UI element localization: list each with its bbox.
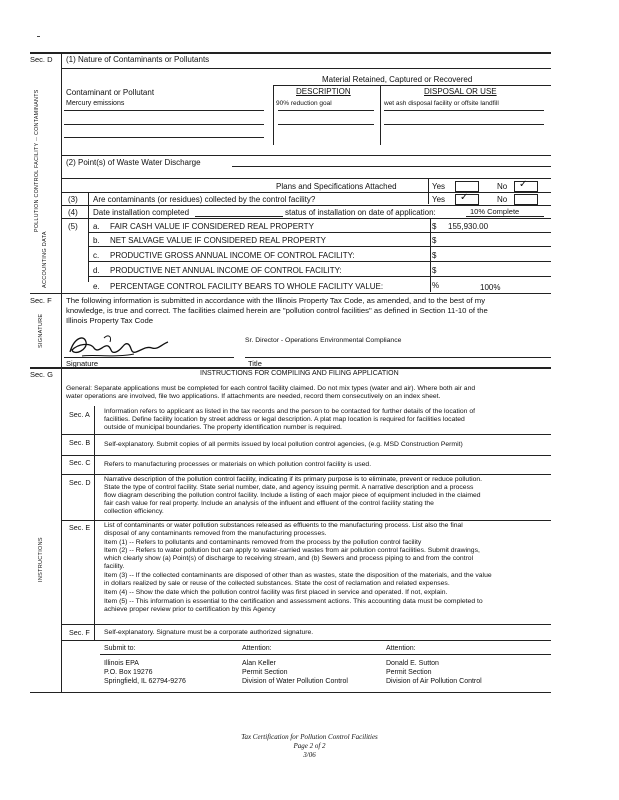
rule bbox=[278, 110, 374, 111]
row1-contaminant: Mercury emissions bbox=[66, 100, 125, 107]
item3-question: Are contaminants (or residues) collected by the control facility? bbox=[93, 195, 316, 204]
line-c-label: PRODUCTIVE GROSS ANNUAL INCOME OF CONTROL FACILITY: bbox=[110, 251, 355, 260]
rule bbox=[61, 640, 551, 641]
sub-e-line-7: Item (3) -- If the collected contaminants are disposed of other than as wastes, state the disposition of the materials, and the value bbox=[104, 572, 492, 579]
rule bbox=[88, 232, 551, 233]
sec-f-text-2: knowledge, is true and correct. The facilities claimed herein are "pollution control facilities" as defined in Section 11-10 of the bbox=[66, 306, 488, 315]
col-contaminant: Contaminant or Pollutant bbox=[66, 88, 155, 97]
item3-yes-check-icon: ✓ bbox=[460, 192, 469, 203]
item3-yes-label: Yes bbox=[432, 195, 446, 204]
addr3-line-2: Permit Section bbox=[386, 669, 432, 676]
rule bbox=[61, 205, 551, 206]
rule bbox=[100, 654, 551, 655]
sub-e-line-9: Item (4) -- Show the date which the pollution control facility was first placed in service and operated. If not, explain. bbox=[104, 589, 448, 596]
sub-c-line-1: Refers to manufacturing processes or materials on which pollution control facility is used. bbox=[104, 461, 372, 468]
rule bbox=[61, 434, 551, 435]
sec-d-label: Sec. D bbox=[30, 55, 53, 64]
sub-e-line-1: List of contaminants or water pollution substances released as effluents to the manufacturing process. List also the final bbox=[104, 522, 463, 529]
sub-d-line-1: Narrative description of the pollution control facility, indicating if its primary purpose is to eliminate, prevent or reduce pollution. bbox=[104, 476, 483, 483]
sec-f-text-1: The following information is submitted in accordance with the Illinois Property Tax Code, as amended, and to the best of my bbox=[66, 296, 486, 305]
sub-e-line-4: Item (2) -- Refers to water pollution but can apply to water-carried wastes from air pollution control facilities. Submit drawings, bbox=[104, 547, 480, 554]
plans-label: Plans and Specifications Attached bbox=[276, 182, 397, 191]
rule bbox=[380, 85, 381, 145]
rule bbox=[94, 455, 95, 474]
rule bbox=[61, 178, 551, 179]
sub-d-line-4: fair cash value for real property. Include an analysis of the influent and effluent of the control facility stating the bbox=[104, 500, 434, 507]
rule bbox=[430, 218, 431, 292]
item3-no-label: No bbox=[497, 195, 508, 204]
sec-f-label: Sec. F bbox=[30, 296, 52, 305]
line-c-letter: c. bbox=[93, 251, 100, 260]
submit-to-label: Submit to: bbox=[104, 645, 136, 652]
line-a-value: 155,930.00 bbox=[448, 222, 489, 231]
rule bbox=[88, 276, 551, 277]
rule bbox=[64, 124, 264, 125]
item4-label: Date installation completed bbox=[93, 208, 190, 217]
rule bbox=[273, 85, 551, 86]
sub-e-line-6: facility. bbox=[104, 563, 125, 570]
line-a-symbol: $ bbox=[432, 222, 437, 231]
title-value: Sr. Director - Operations Environmental Compliance bbox=[245, 337, 402, 344]
sub-e-label: Sec. E bbox=[69, 523, 91, 532]
sub-e-line-5: which clearly show (a) Point(s) of discharge to receiving stream, and (b) Sewers and process piping to and from the control bbox=[104, 555, 474, 562]
sec-g-label: Sec. G bbox=[30, 370, 53, 379]
row1-description: 90% reduction goal bbox=[276, 100, 332, 107]
sub-e-line-11: achieve proper review prior to certification by this Agency bbox=[104, 606, 276, 613]
plans-no-check-icon: ✓ bbox=[519, 179, 528, 190]
title-line[interactable] bbox=[245, 357, 551, 358]
footer-title: Tax Certification for Pollution Control Facilities bbox=[241, 733, 378, 741]
rule bbox=[30, 692, 551, 693]
rule bbox=[61, 455, 551, 456]
rule bbox=[61, 624, 551, 625]
sub-a-line-2: facilities. Define facility location by street address or legal description. A plat map location is required for facilities located bbox=[104, 416, 465, 423]
rule bbox=[94, 520, 95, 624]
rule bbox=[273, 85, 274, 145]
sub-d-line-5: collection efficiency. bbox=[104, 508, 164, 515]
material-header: Material Retained, Captured or Recovered bbox=[322, 75, 473, 84]
rule bbox=[384, 124, 544, 125]
rule bbox=[428, 178, 429, 204]
line-b-letter: b. bbox=[93, 236, 100, 245]
plans-yes-checkbox[interactable] bbox=[455, 181, 479, 192]
rule bbox=[384, 110, 544, 111]
addr2-line-2: Permit Section bbox=[242, 669, 288, 676]
addr3-line-1: Donald E. Sutton bbox=[386, 660, 439, 667]
rule bbox=[61, 474, 551, 475]
sec-f-text-3: Illinois Property Tax Code bbox=[66, 316, 154, 325]
item4-number: (4) bbox=[68, 208, 78, 217]
general-line-2: water operations are involved, file two applications. If attachments are needed, record them consecutively on an index sheet. bbox=[66, 393, 441, 400]
side-label-accounting: ACCOUNTING DATA bbox=[42, 231, 48, 288]
rule bbox=[466, 216, 544, 217]
line-d-label: PRODUCTIVE NET ANNUAL INCOME OF CONTROL FACILITY: bbox=[110, 266, 342, 275]
rule bbox=[30, 293, 551, 294]
sub-e-line-10: Item (5) -- This information is essential to the certification and assessment actions. This accounting data must be completed to bbox=[104, 598, 483, 605]
sub-e-line-8: in dollars realized by sale or reuse of the collected substances. State the cost of reclamation and related expenses. bbox=[104, 580, 450, 587]
sub-f-line-1: Self-explanatory. Signature must be a corporate authorized signature. bbox=[104, 629, 314, 636]
attention-label-2: Attention: bbox=[386, 645, 416, 652]
left-column-rule bbox=[61, 53, 62, 367]
item5-number: (5) bbox=[68, 222, 78, 231]
line-a-letter: a. bbox=[93, 222, 100, 231]
sub-f-label: Sec. F bbox=[69, 628, 90, 637]
sec-d-top-rule bbox=[30, 52, 551, 54]
sub-d-label: Sec. D bbox=[69, 478, 91, 487]
sub-d-line-3: flow diagram describing the pollution control facility. Include a listing of each major piece of equipment included in the claimed bbox=[104, 492, 481, 499]
addr2-line-1: Alan Keller bbox=[242, 660, 276, 667]
footer-date: 3/06 bbox=[303, 751, 316, 759]
item3-number: (3) bbox=[68, 195, 78, 204]
rule bbox=[94, 406, 95, 434]
sec-g-top-rule bbox=[30, 367, 551, 369]
sub-a-label: Sec. A bbox=[69, 410, 90, 419]
rule bbox=[61, 192, 551, 193]
sub-a-line-3: outside of municipal boundaries. The property identification number is required. bbox=[104, 424, 342, 431]
plans-yes-label: Yes bbox=[432, 182, 446, 191]
item3-no-checkbox[interactable] bbox=[514, 194, 538, 205]
rule bbox=[88, 261, 551, 262]
line-e-symbol: % bbox=[432, 281, 440, 290]
line-e-letter: e. bbox=[93, 282, 100, 291]
side-label-instructions: INSTRUCTIONS bbox=[38, 537, 44, 582]
row1-disposal: wet ash disposal facility or offsite landfill bbox=[384, 100, 499, 107]
signature-label: Signature bbox=[66, 359, 99, 368]
sub-e-line-2: disposal of any contaminants removed from the manufacturing processes. bbox=[104, 530, 327, 537]
sub-e-line-3: Item (1) -- Refers to pollutants and contaminants removed from the process by the pollution control facility bbox=[104, 539, 422, 546]
line-b-symbol: $ bbox=[432, 236, 437, 245]
side-label-pollution: POLLUTION CONTROL FACILITY -- CONTAMINANTS bbox=[34, 89, 40, 232]
line-a-label: FAIR CASH VALUE IF CONSIDERED REAL PROPERTY bbox=[110, 222, 314, 231]
rule bbox=[61, 68, 551, 69]
signature-line[interactable] bbox=[64, 357, 234, 358]
side-label-signature: SIGNATURE bbox=[38, 313, 44, 348]
sub-b-line-1: Self-explanatory. Submit copies of all permits issued by local pollution control agencies, (e.g. MSD Construction Permit) bbox=[104, 441, 463, 448]
rule bbox=[64, 137, 264, 138]
line-e-label: PERCENTAGE CONTROL FACILITY BEARS TO WHOLE FACILITY VALUE: bbox=[110, 282, 384, 291]
date-completed-field[interactable] bbox=[195, 216, 283, 217]
title-label: Title bbox=[248, 359, 262, 368]
left-column-rule bbox=[61, 367, 62, 692]
general-line-1: General: Separate applications must be completed for each control facility claimed. Do not mix types (water and air). Where both air and bbox=[66, 385, 476, 392]
rule bbox=[94, 434, 95, 455]
addr2-line-3: Division of Water Pollution Control bbox=[242, 678, 348, 685]
attention-label-1: Attention: bbox=[242, 645, 272, 652]
item4-status-value: 10% Complete bbox=[470, 207, 520, 216]
line-b-label: NET SALVAGE VALUE IF CONSIDERED REAL PROPERTY bbox=[110, 236, 326, 245]
rule bbox=[278, 124, 374, 125]
item1-heading: (1) Nature of Contaminants or Pollutants bbox=[66, 55, 210, 64]
addr3-line-3: Division of Air Pollution Control bbox=[386, 678, 482, 685]
rule bbox=[61, 520, 551, 521]
rule bbox=[94, 474, 95, 520]
sec-g-heading: INSTRUCTIONS FOR COMPILING AND FILING APPLICATION bbox=[200, 370, 399, 377]
col-disposal: DISPOSAL OR USE bbox=[424, 87, 497, 96]
item4-status-label: status of installation on date of application: bbox=[285, 208, 436, 217]
col-description: DESCRIPTION bbox=[296, 87, 351, 96]
item2-heading: (2) Point(s) of Waste Water Discharge bbox=[66, 158, 201, 167]
line-e-value: 100% bbox=[480, 283, 501, 292]
addr1-line-2: P.O. Box 19276 bbox=[104, 669, 153, 676]
scan-mark bbox=[37, 36, 40, 37]
sub-c-label: Sec. C bbox=[69, 458, 91, 467]
sub-a-line-1: Information refers to applicant as listed in the tax records and the person to be contacted for further details of the location of bbox=[104, 408, 476, 415]
line-c-symbol: $ bbox=[432, 251, 437, 260]
addr1-line-3: Springfield, IL 62794-9276 bbox=[104, 678, 186, 685]
rule bbox=[232, 166, 551, 167]
sub-b-label: Sec. B bbox=[69, 438, 91, 447]
rule bbox=[64, 110, 264, 111]
line-d-symbol: $ bbox=[432, 266, 437, 275]
rule bbox=[94, 624, 95, 640]
plans-no-label: No bbox=[497, 182, 508, 191]
line-d-letter: d. bbox=[93, 266, 100, 275]
rule bbox=[88, 246, 551, 247]
rule bbox=[61, 155, 551, 156]
addr1-line-1: Illinois EPA bbox=[104, 660, 139, 667]
rule bbox=[61, 218, 551, 219]
sub-d-line-2: State the type of control facility. State serial number, date, and agency issuing permit. A narrative description and a process bbox=[104, 484, 474, 491]
footer-page: Page 2 of 2 bbox=[293, 742, 326, 750]
